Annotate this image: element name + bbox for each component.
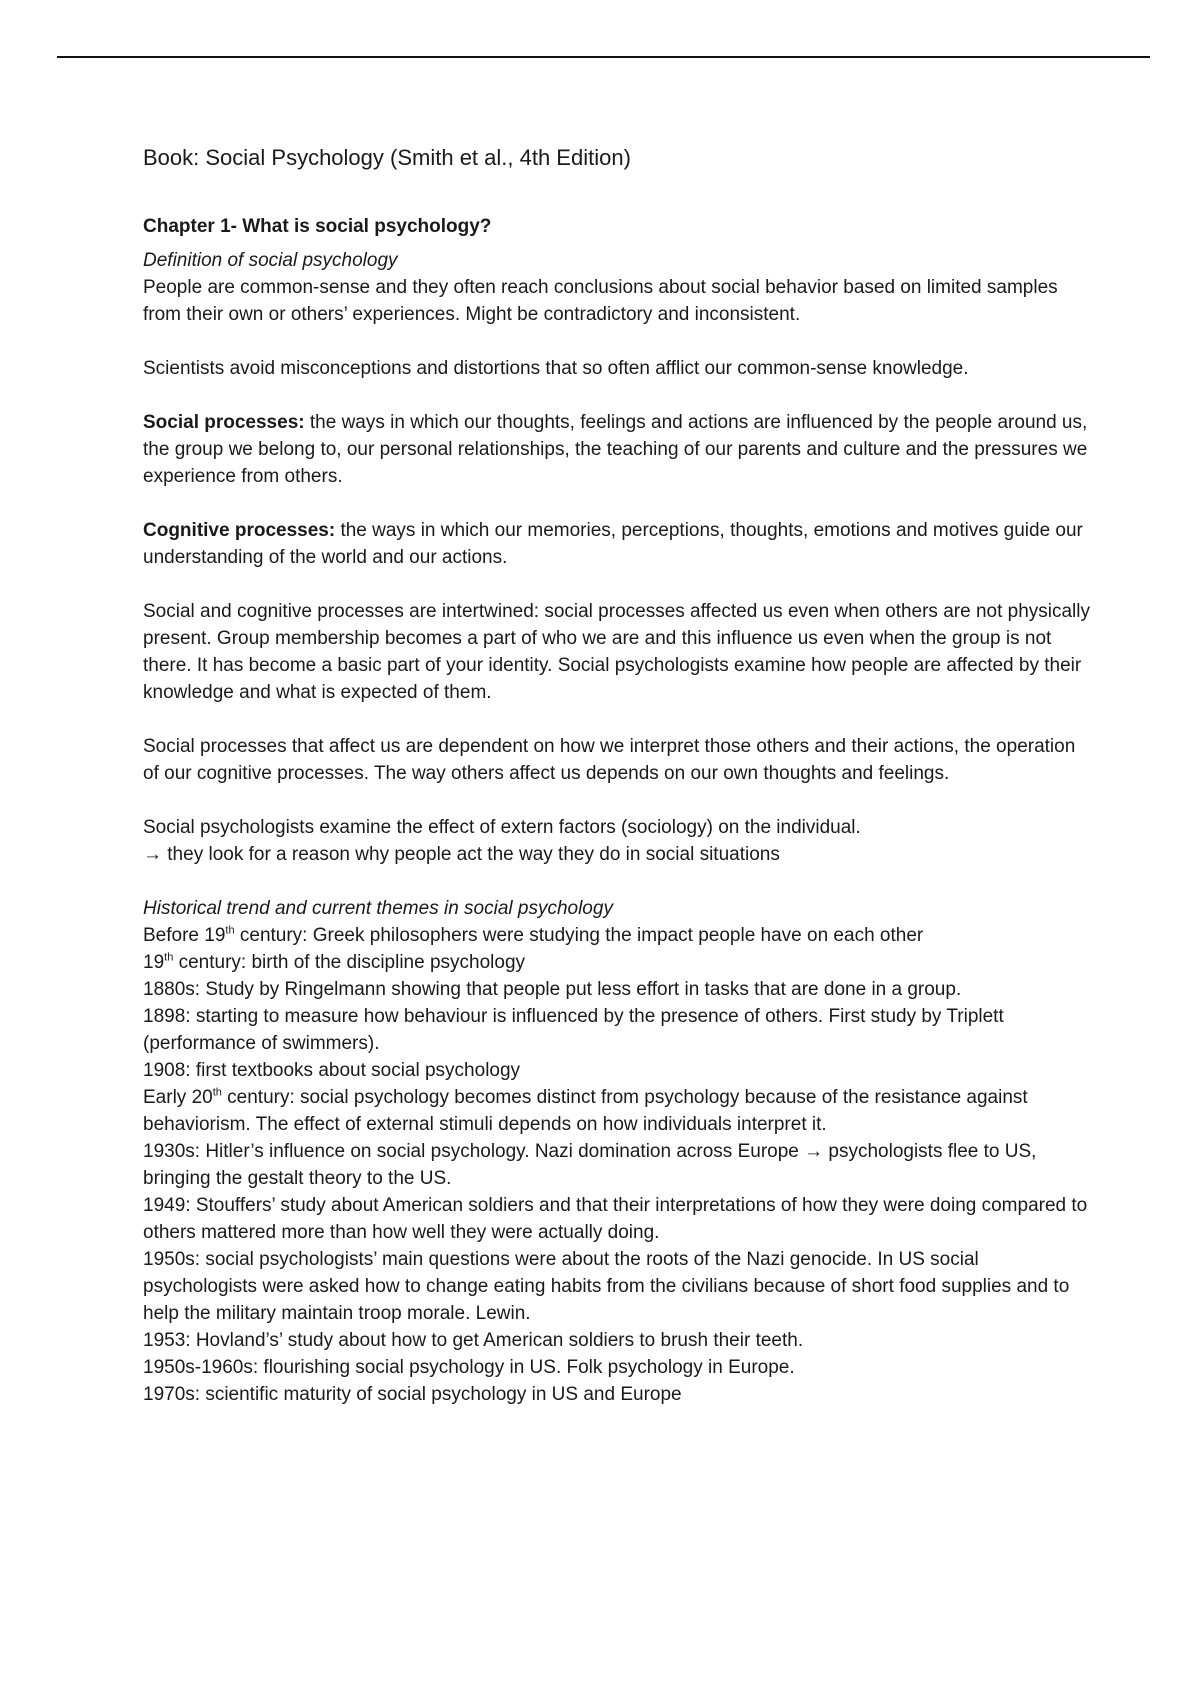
timeline-item: 1898: starting to measure how behaviour is influenced by the presence of others. First study by Triplett (performance of swimmers). bbox=[143, 1006, 1004, 1054]
paragraph-intertwined: Social and cognitive processes are intertwined: social processes affected us even when others are not physically present. Group membership becomes a part of who we are and this influence us even when the group is not there. It has become a basic part of your identity. Social psychologists examine how people are affected by their knowledge and what is expected of them. bbox=[143, 601, 1091, 703]
term-cognitive-processes: Cognitive processes: bbox=[143, 520, 336, 541]
definition-cognitive-processes: the ways in which our memories, perceptions, thoughts, emotions and motives guide our understanding of the world and our actions. bbox=[143, 520, 1083, 568]
timeline-item: 1908: first textbooks about social psychology bbox=[143, 1060, 521, 1081]
paragraph-cognitive-processes bbox=[143, 517, 1093, 571]
definition-social-processes: the ways in which our thoughts, feelings and actions are influenced by the people around us, the group we belong to, our personal relationships, the teaching of our parents and culture and the pressures we experience from others. bbox=[143, 412, 1088, 487]
term-social-processes: Social processes: bbox=[143, 412, 305, 433]
timeline-item: 1950s: social psychologists’ main questions were about the roots of the Nazi genocide. In US social psychologists were asked how to change eating habits from the civilians because of short food supplies and to help the military maintain troop morale. Lewin. bbox=[143, 1249, 1070, 1324]
timeline-item: 1880s: Study by Ringelmann showing that people put less effort in tasks that are done in a group. bbox=[143, 979, 962, 1000]
book-title: Book: Social Psychology (Smith et al., 4th Edition) bbox=[143, 145, 631, 170]
timeline-item: Early 20th century: social psychology becomes distinct from psychology because of the resistance against behaviorism. The effect of external stimuli depends on how individuals interpret it. bbox=[143, 1086, 1028, 1135]
timeline-item: 1930s: Hitler’s influence on social psychology. Nazi domination across Europe → psychologists flee to US, bringing the gestalt theory to the US. bbox=[143, 1141, 1037, 1189]
top-rule bbox=[57, 56, 1150, 58]
timeline-item: Before 19th century: Greek philosophers were studying the impact people have on each other bbox=[143, 924, 924, 946]
timeline-item: 1953: Hovland’s’ study about how to get American soldiers to brush their teeth. bbox=[143, 1330, 804, 1351]
paragraph-social-processes bbox=[143, 409, 1093, 490]
paragraph-arrow-reason: → they look for a reason why people act the way they do in social situations bbox=[143, 844, 780, 865]
timeline-item: 1950s-1960s: flourishing social psychology in US. Folk psychology in Europe. bbox=[143, 1357, 795, 1378]
paragraph-common-sense: People are common-sense and they often reach conclusions about social behavior based on limited samples from their own or others’ experiences. Might be contradictory and inconsistent. bbox=[143, 277, 1058, 325]
paragraph-scientists: Scientists avoid misconceptions and distortions that so often afflict our common-sense knowledge. bbox=[143, 358, 969, 379]
timeline-item: 1949: Stouffers’ study about American soldiers and that their interpretations of how they were doing compared to others mattered more than how well they were actually doing. bbox=[143, 1195, 1088, 1243]
timeline-item: 19th century: birth of the discipline psychology bbox=[143, 951, 526, 973]
section-heading-history: Historical trend and current themes in social psychology bbox=[143, 898, 613, 919]
paragraph-extern-factors: Social psychologists examine the effect of extern factors (sociology) on the individual. bbox=[143, 817, 861, 838]
timeline-item: 1970s: scientific maturity of social psychology in US and Europe bbox=[143, 1384, 682, 1405]
section-heading-definition: Definition of social psychology bbox=[143, 250, 398, 271]
paragraph-interpretation: Social processes that affect us are dependent on how we interpret those others and their actions, the operation of our cognitive processes. The way others affect us depends on our own thoughts and feelings. bbox=[143, 736, 1076, 784]
chapter-heading: Chapter 1- What is social psychology? bbox=[143, 216, 492, 237]
document-body bbox=[143, 143, 1093, 1408]
history-timeline bbox=[143, 922, 1093, 1408]
